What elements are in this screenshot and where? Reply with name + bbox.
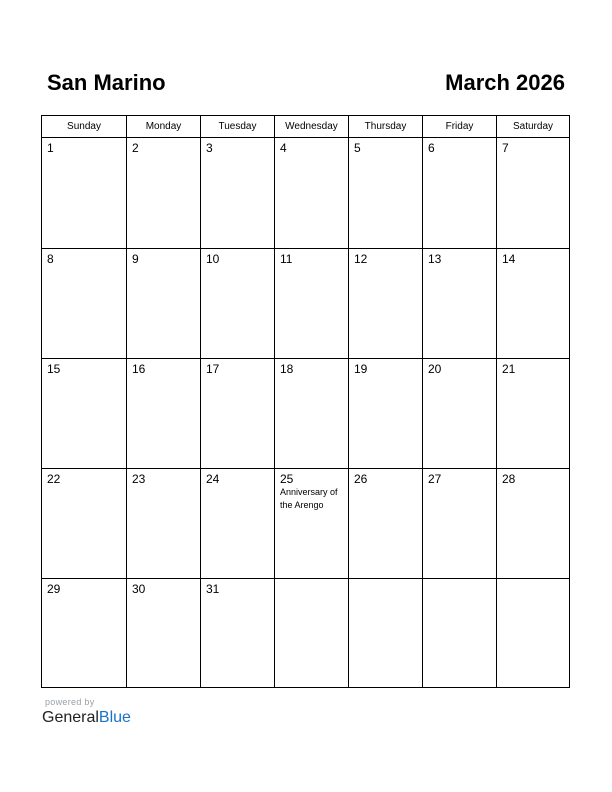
empty-day-cell: [496, 579, 569, 687]
day-cell[interactable]: [126, 249, 200, 358]
day-number: 29: [47, 582, 61, 596]
day-cell[interactable]: [348, 469, 422, 578]
day-cell[interactable]: [422, 469, 496, 578]
day-cell[interactable]: [348, 138, 422, 248]
day-number: 23: [132, 472, 146, 486]
day-number: 15: [47, 362, 61, 376]
week-row: [42, 358, 569, 468]
day-number: 8: [47, 252, 54, 266]
day-cell[interactable]: [200, 469, 274, 578]
day-cell[interactable]: [42, 469, 126, 578]
day-cell[interactable]: [200, 249, 274, 358]
day-number: 7: [502, 141, 509, 155]
weekday-header-wednesday: Wednesday: [274, 116, 348, 137]
day-cell[interactable]: [348, 359, 422, 468]
day-number: 16: [132, 362, 146, 376]
brand-blue-text: Blue: [98, 709, 131, 726]
day-cell[interactable]: [42, 359, 126, 468]
day-number: 18: [280, 362, 294, 376]
day-number: 6: [428, 141, 435, 155]
day-number: 27: [428, 472, 442, 486]
day-cell[interactable]: [126, 469, 200, 578]
day-number: 31: [206, 582, 220, 596]
day-cell[interactable]: [200, 579, 274, 687]
day-cell[interactable]: [274, 359, 348, 468]
empty-day-cell: [274, 579, 348, 687]
week-row: [42, 578, 569, 687]
week-row: [42, 138, 569, 248]
day-cell[interactable]: [496, 138, 569, 248]
day-cell[interactable]: [42, 138, 126, 248]
empty-day-cell: [422, 579, 496, 687]
weekday-header-tuesday: Tuesday: [200, 116, 274, 137]
country-title: San Marino: [47, 70, 166, 95]
day-number: 25: [280, 472, 294, 486]
day-number: 4: [280, 141, 287, 155]
day-cell[interactable]: [422, 138, 496, 248]
weekday-header-sunday: Sunday: [67, 121, 101, 132]
day-number: 28: [502, 472, 516, 486]
day-cell[interactable]: [348, 249, 422, 358]
day-number: 10: [206, 252, 220, 266]
day-cell[interactable]: [422, 359, 496, 468]
day-number: 12: [354, 252, 368, 266]
month-year-title: March 2026: [445, 70, 565, 95]
day-cell[interactable]: [496, 359, 569, 468]
day-number: 14: [502, 252, 516, 266]
day-cell[interactable]: [274, 249, 348, 358]
day-cell[interactable]: [496, 469, 569, 578]
day-number: 20: [428, 362, 442, 376]
holiday-label: Anniversary of the Arengo: [280, 487, 338, 510]
day-number: 11: [280, 252, 293, 266]
week-row: [42, 248, 569, 358]
day-number: 9: [132, 252, 139, 266]
day-number: 5: [354, 141, 361, 155]
day-cell[interactable]: [274, 138, 348, 248]
weekday-header-monday: Monday: [126, 116, 200, 137]
brand-general-text: General: [42, 709, 99, 726]
weekday-header-saturday: Saturday: [496, 116, 569, 137]
day-cell[interactable]: [274, 469, 348, 578]
day-number: 22: [47, 472, 61, 486]
day-number: 30: [132, 582, 146, 596]
day-cell[interactable]: [126, 359, 200, 468]
day-number: 21: [502, 362, 516, 376]
day-number: 26: [354, 472, 368, 486]
day-cell[interactable]: [126, 579, 200, 687]
day-number: 1: [47, 141, 54, 155]
day-cell[interactable]: [42, 579, 126, 687]
day-cell[interactable]: [496, 249, 569, 358]
day-cell[interactable]: [200, 138, 274, 248]
day-cell[interactable]: [42, 249, 126, 358]
empty-day-cell: [348, 579, 422, 687]
powered-by-label: powered by: [45, 697, 95, 707]
day-number: 17: [206, 362, 220, 376]
day-number: 19: [354, 362, 368, 376]
generalblue-logo[interactable]: [42, 709, 131, 727]
day-number: 13: [428, 252, 442, 266]
day-cell[interactable]: [126, 138, 200, 248]
week-row: [42, 468, 569, 578]
day-number: 3: [206, 141, 213, 155]
weekday-header-row: [42, 116, 569, 138]
weekday-header-friday: Friday: [422, 116, 496, 137]
day-number: 2: [132, 141, 139, 155]
day-cell[interactable]: [422, 249, 496, 358]
day-number: 24: [206, 472, 220, 486]
calendar-grid: [41, 115, 570, 688]
weekday-header-thursday: Thursday: [348, 116, 422, 137]
day-cell[interactable]: [200, 359, 274, 468]
